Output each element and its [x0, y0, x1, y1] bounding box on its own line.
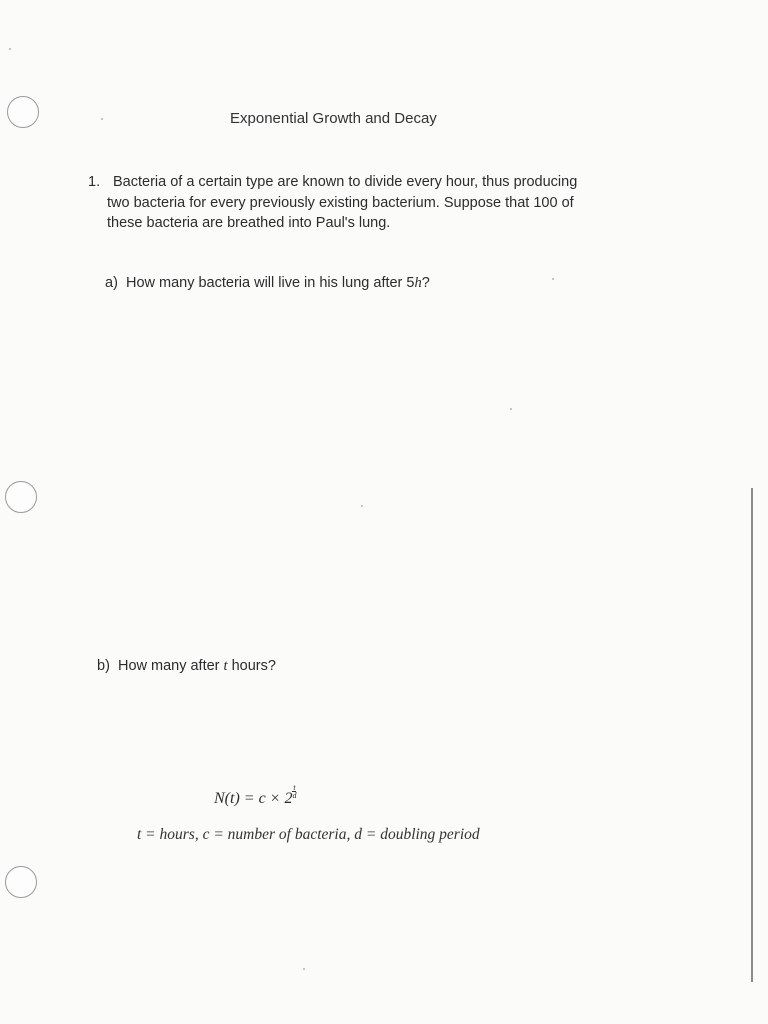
punch-hole-top — [7, 96, 39, 128]
question-part-b — [97, 658, 276, 675]
punch-hole-bottom — [5, 866, 37, 898]
formula-expression: N(t) = c × 2 — [214, 789, 293, 807]
exponent-denominator: d — [292, 791, 297, 800]
scan-speck — [361, 505, 363, 507]
punch-hole-middle — [5, 481, 37, 513]
exponent-numerator: t — [293, 783, 296, 792]
formula-legend: t = hours, c = number of bacteria, d = doubling period — [137, 826, 480, 843]
growth-formula — [214, 784, 296, 808]
problem-line: these bacteria are breathed into Paul's lung. — [107, 215, 391, 231]
problem-line: two bacteria for every previously existing bacterium. Suppose that 100 of — [107, 194, 574, 211]
scan-speck — [9, 48, 11, 50]
scan-speck — [303, 968, 305, 970]
part-b-text: How many after — [117, 658, 220, 674]
problem-number: 1. — [88, 174, 101, 190]
part-b-end: hours? — [231, 658, 276, 674]
scan-speck — [552, 278, 554, 280]
question-part-a — [105, 275, 430, 292]
page-title: Exponential Growth and Decay — [230, 110, 437, 127]
part-b-label: b) — [97, 658, 110, 674]
scan-speck — [510, 408, 512, 410]
part-a-label: a) — [105, 275, 118, 291]
part-b-variable: t — [223, 658, 228, 674]
part-a-text: How many bacteria will live in his lung after 5 — [125, 275, 415, 291]
problem-line: Bacteria of a certain type are known to divide every hour, thus producing — [113, 174, 578, 190]
scan-speck — [101, 118, 103, 120]
page-edge-line — [751, 488, 753, 982]
formula-exponent — [292, 784, 296, 799]
part-a-unit: h — [414, 275, 422, 291]
part-a-end: ? — [421, 275, 430, 291]
problem-1 — [88, 172, 648, 234]
